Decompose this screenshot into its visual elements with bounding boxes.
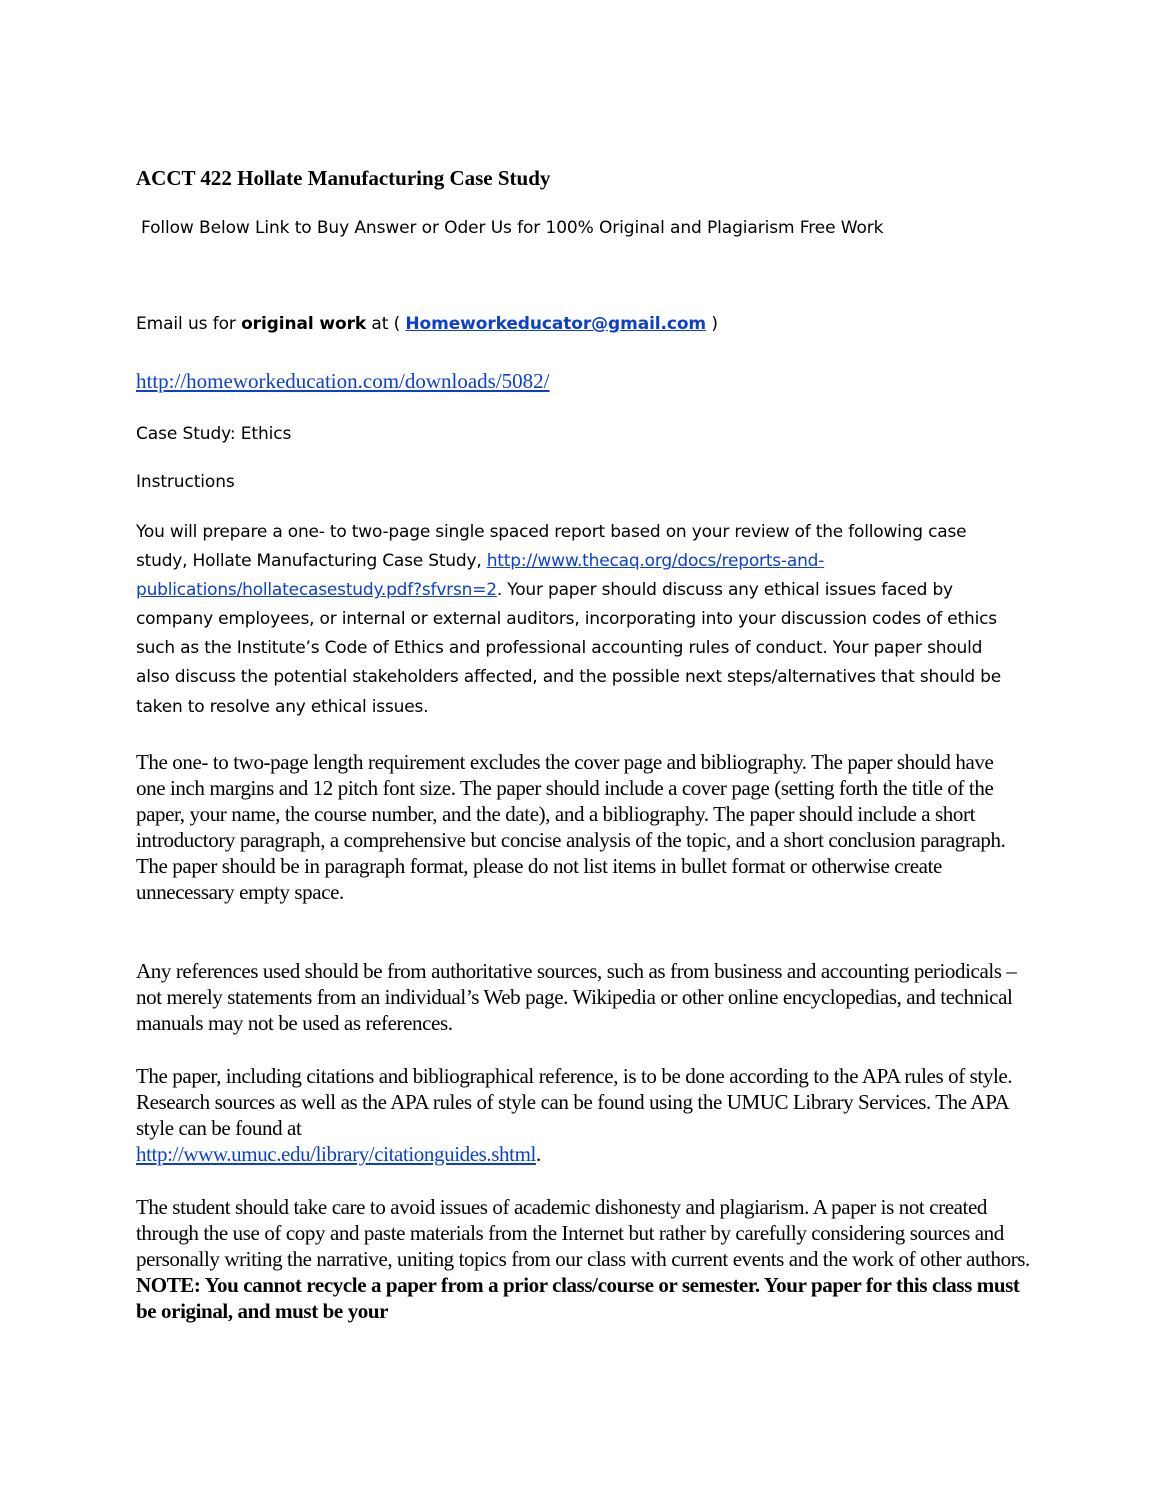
email-prefix: Email us for bbox=[136, 314, 242, 334]
references-paragraph: Any references used should be from authoritative sources, such as from business and accounting periodicals – not merely statements from an individual’s Web page. Wikipedia or other online encyclopedias, and technical manuals may not be used as references. bbox=[136, 959, 1017, 1035]
length-requirement-paragraph: The one- to two-page length requirement excludes the cover page and bibliography. The paper should have one inch margins and 12 pitch font size. The paper should include a cover page (setting forth the title of the paper, your name, the course number, and the date), and a bibliography. The paper should include a short introductory paragraph, a comprehensive but concise analysis of the topic, and a short conclusion paragraph. The paper should be in paragraph format, please do not list items in bullet format or otherwise create unnecessary empty space. bbox=[136, 750, 1006, 904]
email-middle: at ( bbox=[366, 314, 406, 334]
para5-text: The student should take care to avoid issues of academic dishonesty and plagiarism. A paper is not created through the use of copy and paste materials from the Internet but rather by carefully considering sources and personally writing the narrative, uniting topics from our class with current events and the work of other authors. bbox=[136, 1195, 1030, 1271]
email-bold-text: original work bbox=[241, 314, 367, 334]
instructions-heading: Instructions bbox=[136, 472, 235, 492]
para4-text: The paper, including citations and bibliographical reference, is to be done according to the APA rules of style. Research sources as well as the APA rules of style can be found using the UMUC Library Services. The APA style can be found at bbox=[136, 1064, 1013, 1140]
para4-suffix: . bbox=[535, 1142, 541, 1166]
email-line bbox=[136, 312, 1021, 336]
plagiarism-paragraph bbox=[136, 1194, 1031, 1324]
case-study-heading: Case Study: Ethics bbox=[136, 424, 292, 444]
buy-link-line bbox=[136, 367, 1021, 395]
case-study-link[interactable]: http://www.thecaq.org/docs/reports-and-publications/hollatecasestudy.pdf?sfvrsn=2 bbox=[136, 551, 825, 601]
apa-style-paragraph bbox=[136, 1063, 1021, 1167]
para1-text-b: . Your paper should discuss any ethical issues faced by company employees, or internal or external auditors, incorporating into your discussion codes of ethics such as the Institute’s Code of Ethics and professional accounting rules of conduct. Your paper should also discuss the potential stakeholders affected, and the possible next steps/alternatives that should be taken to resolve any ethical issues. bbox=[136, 580, 1002, 717]
document-title: ACCT 422 Hollate Manufacturing Case Study bbox=[136, 166, 551, 190]
instructions-paragraph bbox=[136, 518, 1016, 722]
email-suffix: ) bbox=[706, 314, 718, 334]
para5-note: NOTE: You cannot recycle a paper from a prior class/course or semester. Your paper for this class must be original, and must be your bbox=[136, 1273, 1020, 1323]
apa-style-link[interactable]: http://www.umuc.edu/library/citationguides.shtml bbox=[136, 1142, 536, 1166]
subtitle-text: Follow Below Link to Buy Answer or Oder Us for 100% Original and Plagiarism Free Work bbox=[141, 218, 884, 238]
buy-link[interactable]: http://homeworkeducation.com/downloads/5082/ bbox=[136, 369, 550, 393]
para1-text-a: You will prepare a one- to two-page single spaced report based on your review of the following case study, Hollate Manufacturing Case Study, bbox=[136, 522, 967, 572]
email-link[interactable]: Homeworkeducator@gmail.com bbox=[405, 314, 707, 334]
